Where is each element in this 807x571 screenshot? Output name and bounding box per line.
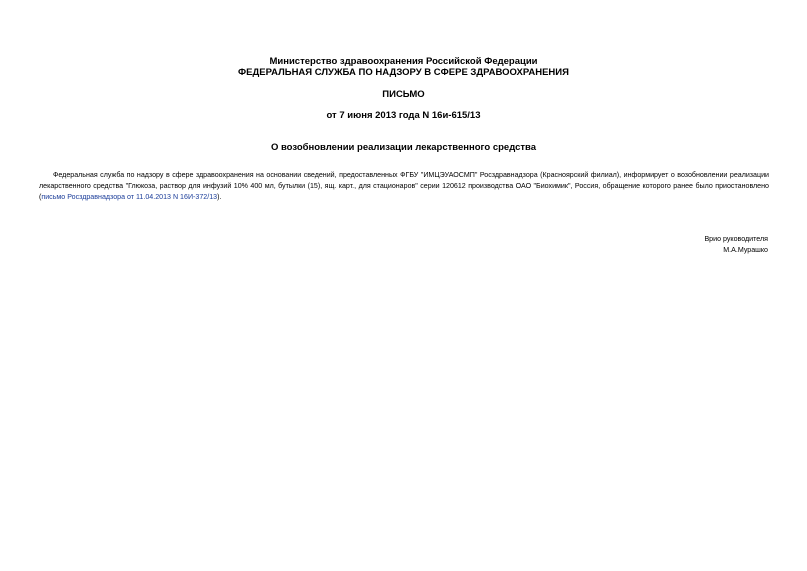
document-subject: О возобновлении реализации лекарственного средства — [270, 142, 537, 153]
reference-letter-link[interactable]: письмо Росздравнадзора от 11.04.2013 N 16И-372/13 — [41, 193, 218, 201]
ministry-name: Министерство здравоохранения Российской Федерации — [269, 56, 538, 67]
signatory-name: М.А.Мурашко — [723, 246, 768, 254]
document-type: ПИСЬМО — [382, 89, 425, 100]
document-date-number: от 7 июня 2013 года N 16и-615/13 — [326, 110, 481, 121]
body-text-start: Федеральная служба по надзору в сфере здравоохранения на основании сведений, предоставленных ФГБУ "ИМЦЭУАОСМП" Росздравнадзора (Красноярский филиал), информирует о возобновлении реализации лекарственного средства "Глюкоза, раствор для инфузий 10% 400 мл, бутылки (15), ящ. карт., для стационаров" серии 120612 производства ОАО "Биохимик", Россия, обращение которого ранее было приостановлено ( — [39, 171, 769, 201]
signatory-title: Врио руководителя — [704, 235, 768, 243]
body-paragraph — [39, 170, 769, 203]
service-name: ФЕДЕРАЛЬНАЯ СЛУЖБА ПО НАДЗОРУ В СФЕРЕ ЗДРАВООХРАНЕНИЯ — [238, 67, 569, 78]
body-text-end: ). — [217, 193, 222, 201]
